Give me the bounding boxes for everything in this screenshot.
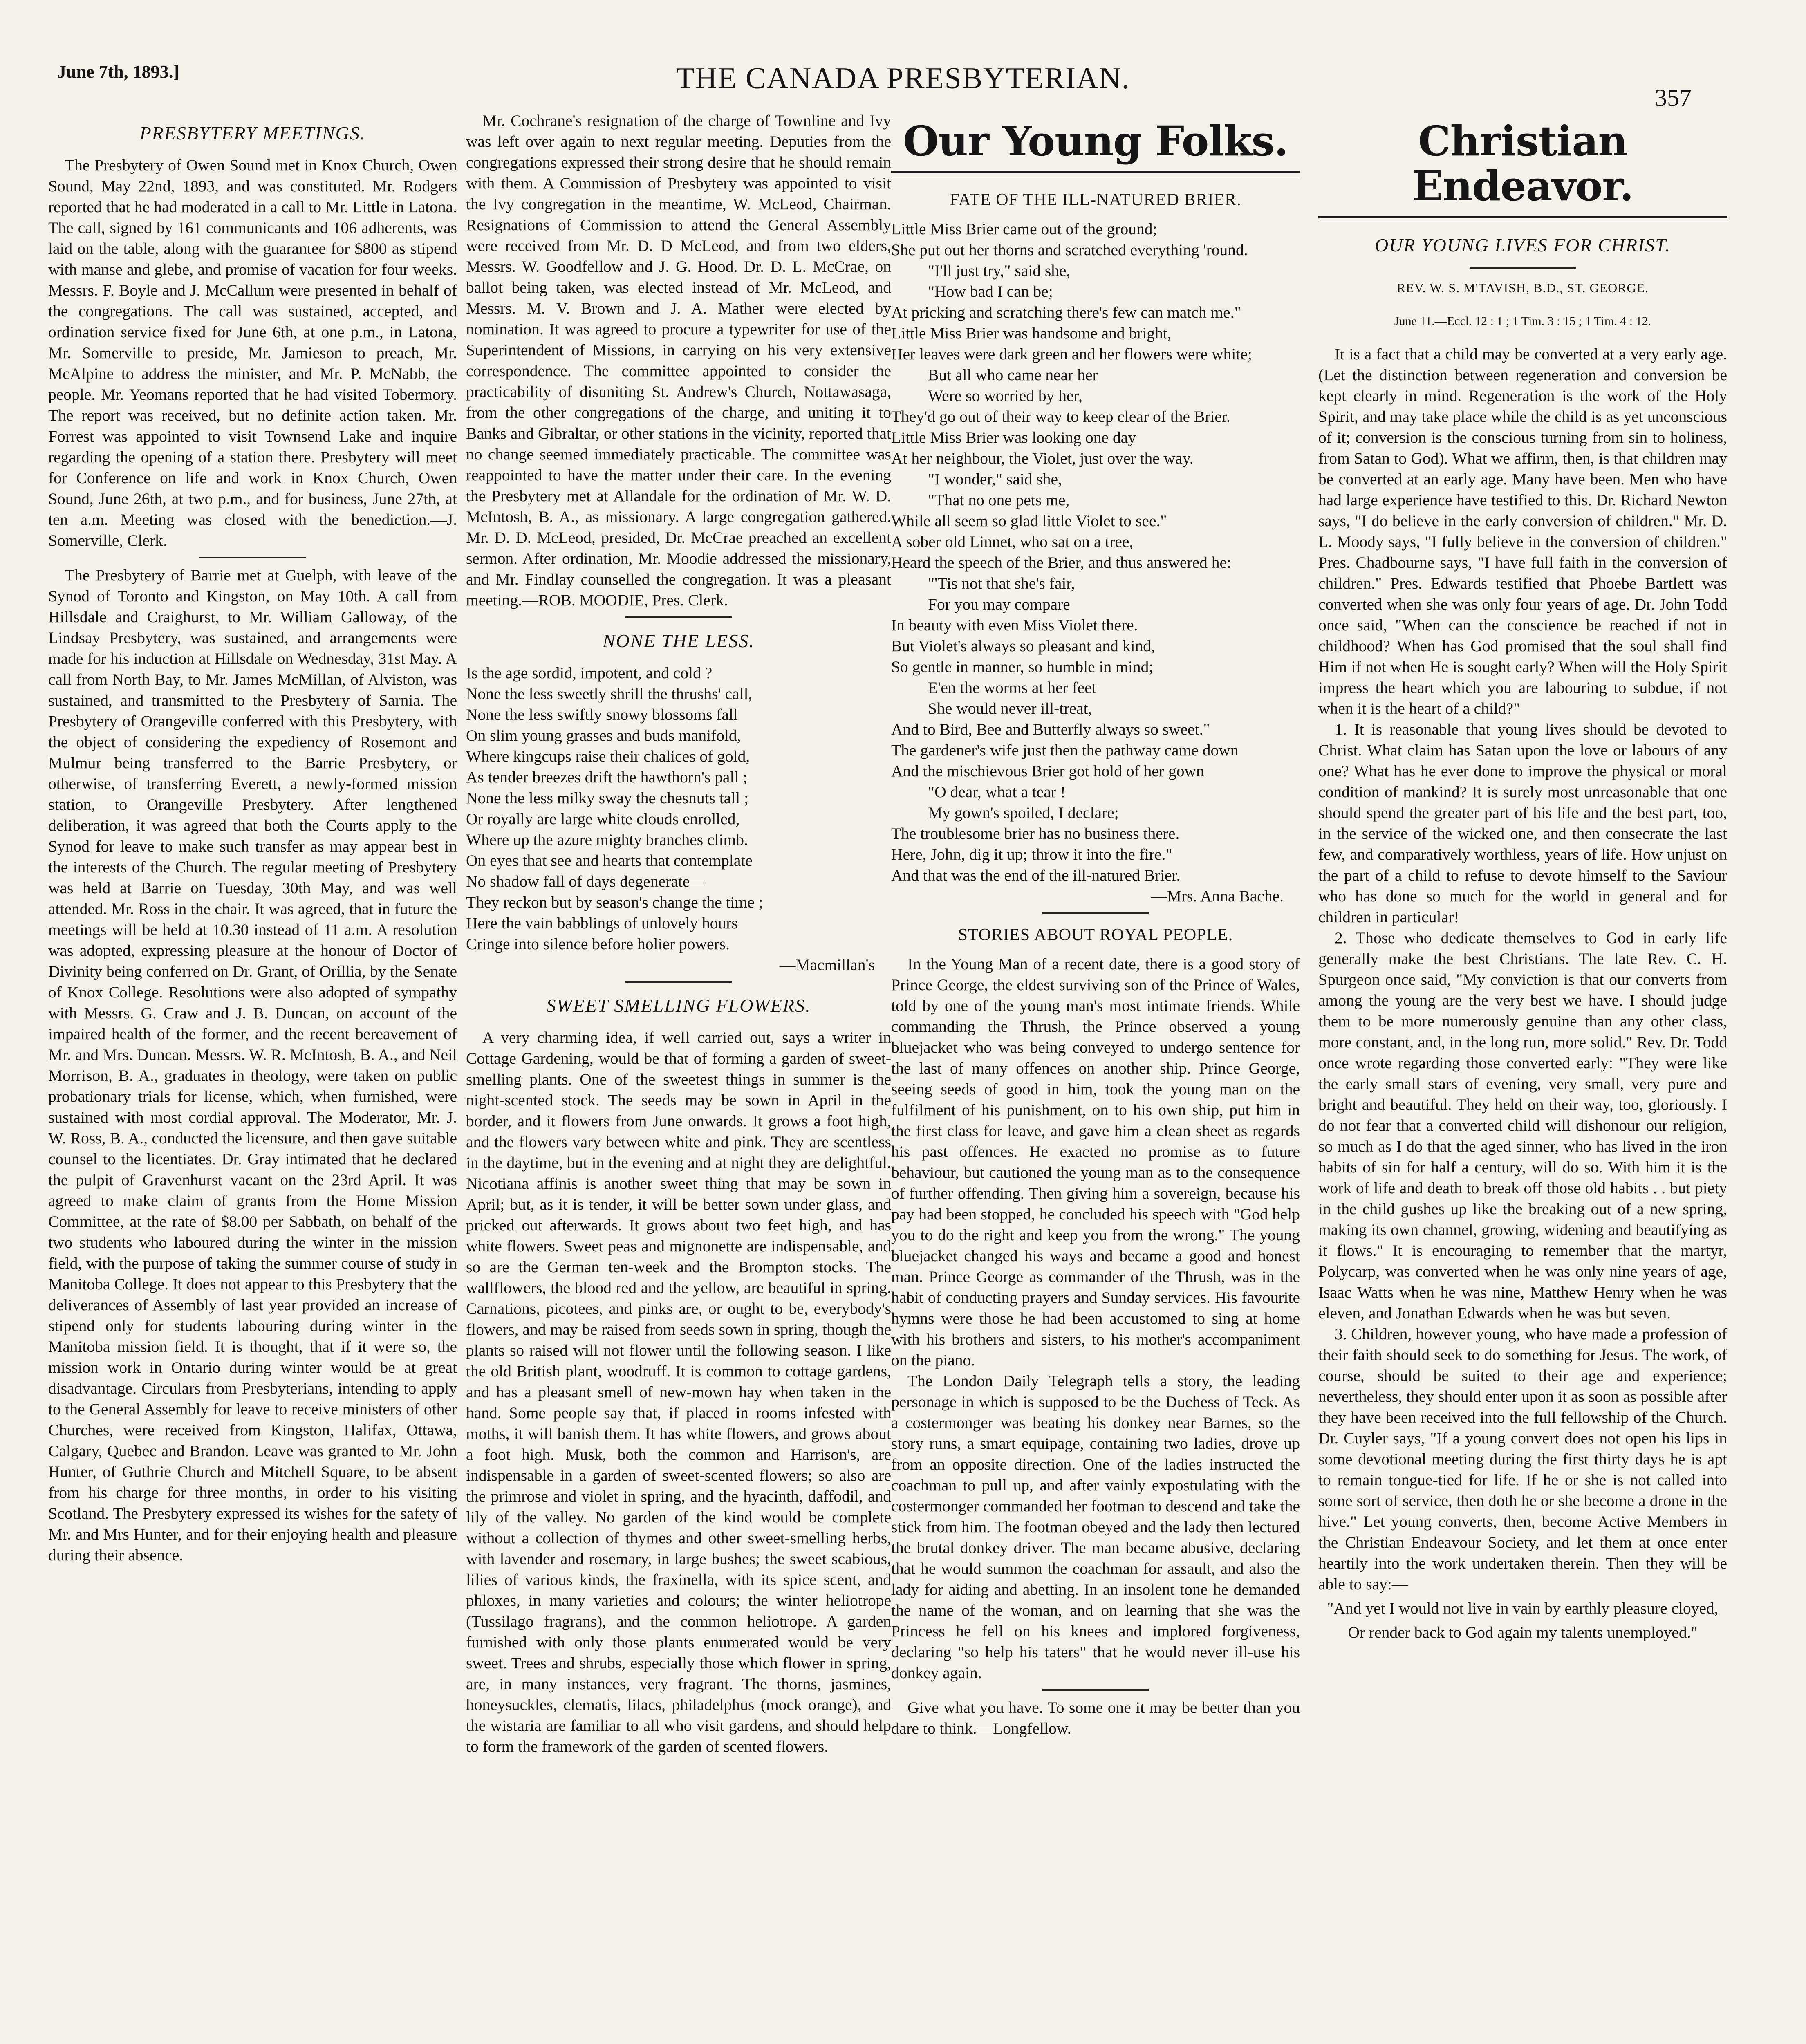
poem-line: At pricking and scratching there's few can match me." [891,303,1241,321]
poem-line: "O dear, what a tear ! [928,783,1066,801]
poem-line: Where kingcups raise their chalices of gold, [466,747,750,765]
poem-line: "I wonder," said she, [928,470,1062,488]
masthead-rule [891,171,1300,177]
poem-source: —Macmillan's [779,956,875,974]
poem-line: "That no one pets me, [928,491,1070,509]
poem-line: They reckon but by season's change the time ; [466,893,763,911]
poem-line: As tender breezes drift the hawthorn's pall ; [466,768,748,786]
column-2 [466,110,891,2044]
poem-line: For you may compare [928,595,1070,613]
royal-story-duchess: The London Daily Telegraph tells a story, the leading personage in which is supposed to be the Duchess of Teck. As a costermonger was beating his donkey near Barnes, so the story runs, a smart equipage, containing two ladies, drove up from an opposite direction. One of the ladies instructed the coachman to pull up, and after vainly expostulating with the costermonger commanded her footman to descend and take the stick from him. The footman obeyed and the lady then lectured the brutal donkey driver. The man became abusive, declaring that he would summon the coachman for assault, and also the lady for aiding and abetting. In an insolent tone he demanded the name of the woman, and on learning that she was the Princess he fell on his knees and implored forgiveness, declaring "so help his taters" that he would never ill-use his donkey again. [891,1372,1300,1682]
poem-line: Here, John, dig it up; throw it into the fire." [891,845,1172,863]
issue-date: June 7th, 1893.] [57,62,179,82]
presbytery-continued: Mr. Cochrane's resignation of the charge of Townline and Ivy was left over again to next regular meeting. Deputies from the congregations expressed their strong desire that he should remain with them. A Commission of Presbytery was appointed to visit the Ivy congregation in the meantime, W. McLeod, Chairman. Resignations of Commission to attend the General Assembly were received from Mr. D. D McLeod, and from two elders, Messrs. W. Goodfellow and J. G. Hood. Dr. D. L. McCrae, on ballot being taken, was elected instead of Mr. McLeod, and Messrs. M. V. Brown and J. A. Mather were elected by nomination. It was agreed to procure a typewriter for use of the Superintendent of Missions, in carrying on his very extensive correspondence. The committee appointed to consider the practicability of disuniting St. Andrew's Church, Nottawasaga, from the other congregations of the charge, and uniting it to Banks and Gibraltar, or other stations in the vicinity, reported that no change seemed immediately practicable. The committee was reappointed to have the matter under their care. In the evening the Presbytery met at Allandale for the ordination of Mr. W. D. McIntosh, B. A., as missionary. A large congregation gathered. Mr. D. D. McLeod, presided, Dr. McCrae preached an excellent sermon. After ordination, Mr. Moodie addressed the missionary, and Mr. Findlay counselled the congregation. It was a pleasant meeting.—ROB. MOODIE, Pres. Clerk. [466,112,891,609]
endeavor-masthead: Christian Endeavor. [1412,117,1633,210]
longfellow-quote: Give what you have. To some one it may be better than you dare to think.—Longfellow. [891,1699,1300,1737]
masthead-rule [1318,216,1727,222]
poem-line: On slim young grasses and buds manifold, [466,726,741,744]
poem-line: Heard the speech of the Brier, and thus answered he: [891,554,1231,572]
poem-line: Little Miss Brier was looking one day [891,428,1136,446]
poem-line: A sober old Linnet, who sat on a tree, [891,533,1134,551]
brier-poem [891,219,1300,907]
divider [1042,1689,1149,1691]
poem-line: Is the age sordid, impotent, and cold ? [466,664,713,682]
none-the-less-poem [466,663,891,975]
poem-line: Her leaves were dark green and her flowers were white; [891,345,1252,363]
poem-line: None the less milky sway the chesnuts tall ; [466,789,749,807]
poem-line: On eyes that see and hearts that contemplate [466,852,753,870]
poem-line: So gentle in manner, so humble in mind; [891,658,1154,676]
poem-line: They'd go out of their way to keep clear of the Brier. [891,408,1230,426]
poem-author: —Mrs. Anna Bache. [1151,887,1284,905]
poem-line: The gardener's wife just then the pathway came down [891,741,1239,759]
poem-line: Cringe into silence before holier powers. [466,935,730,953]
page-number: 357 [1655,84,1692,111]
newspaper-title: THE CANADA PRESBYTERIAN. [676,62,1130,95]
divider [625,616,732,618]
poem-line: In beauty with even Miss Violet there. [891,616,1138,634]
young-folks-masthead: Our Young Folks. [903,117,1288,165]
poem-line: She put out her thorns and scratched everything 'round. [891,241,1248,259]
endeavor-heading: OUR YOUNG LIVES FOR CHRIST. [1375,235,1671,256]
poem-line: Where up the azure mighty branches climb. [466,831,748,849]
article-author: REV. W. S. M'TAVISH, B.D., ST. GEORGE. [1396,280,1649,295]
poem-line: While all seem so glad little Violet to see." [891,512,1167,530]
royal-heading: STORIES ABOUT ROYAL PEOPLE. [958,926,1233,944]
flowers-heading: SWEET SMELLING FLOWERS. [546,995,811,1016]
poem-line: But Violet's always so pleasant and kind, [891,637,1155,655]
royal-story-prince: In the Young Man of a recent date, there is a good story of Prince George, the eldest surviving son of the Prince of Wales, told by one of the young man's most intimate friends. While commanding the Thrush, the Prince observed a young bluejacket who was being conveyed to undergo sentence for the last of many offences on another ship. Prince George, seeing seeds of good in him, took the young man on the fulfilment of his punishment, on to his own ship, put him in the first class for leave, and gave him a clean sheet as regards his past offences. He exacted no promise as to future behaviour, but cautioned the young man as to the consequence of further offending. Then giving him a sovereign, because his pay had been stopped, he concluded his speech with "God help you to do the right and keep you from the wrong." The young bluejacket changed his ways and became a good and honest man. Prince George as commander of the Thrush, was in the habit of conducting prayers and Sunday services. His favourite hymns were those he had been accustomed to sing at home with his brothers and sisters, to his mother's accompaniment on the piano. [891,955,1300,1369]
poem-line: She would never ill-treat, [928,699,1092,717]
poem-line: And that was the end of the ill-natured Brier. [891,866,1181,884]
endeavor-point-3: 3. Children, however young, who have made a profession of their faith should seek to do something for Jesus. The work, of course, should be suited to their age and experience; nevertheless, they should enter upon it as soon as possible after they have been received into the full fellowship of the Church. Dr. Cuyler says, "If a young convert does not open his lips in some devotional meeting during the first thirty days he is apt to remain tongue-tied for life. If he or she is not called into some sort of service, then doth he or she become a drone in the hive." Let young converts, then, become Active Members in the Christian Endeavour Society, and let them at once enter heartily into the work undertaken therein. Then they will be able to say:— [1318,1325,1727,1593]
divider [1042,912,1149,914]
poem-line: At her neighbour, the Violet, just over the way. [891,449,1194,467]
brier-heading: FATE OF THE ILL-NATURED BRIER. [950,191,1241,209]
closing-verse-line: Or render back to God again my talents unemployed." [1348,1623,1698,1641]
poem-line: No shadow fall of days degenerate— [466,872,706,890]
none-the-less-heading: NONE THE LESS. [603,630,755,651]
poem-line: Were so worried by her, [928,387,1083,405]
poem-line: Or royally are large white clouds enrolled, [466,810,740,828]
presbytery-owen-sound: The Presbytery of Owen Sound met in Knox Church, Owen Sound, May 22nd, 1893, and was constituted. Mr. Rodgers reported that he had moderated in a call to Mr. Little in Latona. The call, signed by 161 communicants and 106 adherents, was laid on the table, along with the guarantee for $800 as stipend with manse and glebe, and promise of vacation for four weeks. Messrs. F. Boyle and J. McCallum were presented in behalf of the congregations. The call was sustained, accepted, and ordination service fixed for June 6th, at one p.m., in Latona, Mr. Somerville to preside, Mr. Jamieson to preach, Mr. McAlpine to address the minister, and Mr. P. McNabb, the people. Mr. Yeomans reported that he had visited Tobermory. The report was received, but no definite action taken. Mr. Forrest was appointed to visit Townsend Lake and inquire regarding the opening of a station there. Presbytery will meet for Conference on life and work in Knox Church, Owen Sound, June 26th, at two p.m., and for business, June 27th, at ten a.m. Meeting was closed with the benediction.—J. Somerville, Clerk. [48,156,457,549]
column-3 [891,110,1300,2044]
presbytery-heading: PRESBYTERY MEETINGS. [139,123,366,143]
endeavor-point-1: 1. It is reasonable that young lives should be devoted to Christ. What claim has Satan upon the love or labours of any one? What has he ever done to improve the physical or moral condition of mankind? It is surely most unreasonable that one should spend the greater part of his life and the best part, too, in the service of the wicked one, and then consecrate the last few, and comparatively worthless, years of life. How unjust on the part of a child to refuse to devote himself to the Saviour who has done so much for the world in general and for children in particular! [1318,720,1727,926]
poem-line: But all who came near her [928,366,1098,384]
poem-line: And to Bird, Bee and Butterfly always so sweet." [891,720,1210,738]
divider [1470,267,1576,269]
poem-line: And the mischievous Brier got hold of her gown [891,762,1204,780]
endeavor-point-2: 2. Those who dedicate themselves to God in early life generally make the best Christians. The late Rev. C. H. Spurgeon once said, "My conviction is that our converts from among the young are the very best we have. I should judge them to be more numerously genuine than any other class, more constant, and, in the long run, more solid." Rev. Dr. Todd once wrote regarding those converted early: "They were like the early small stars of evening, very small, very pure and bright and beautiful. They held on their way, too, gloriously. I do not fear that a converted child will dishonour our religion, so much as I do that the aged sinner, who has lived in the iron habits of sin for half a century, will do so. With him it is the work of life and death to break off those old habits . . but piety in the child gushes up like the breaking out of a new spring, making its own channel, growing, widening and beautifying as it flows." It is encouraging to remember that the martyr, Polycarp, was converted when he was only nine years of age, Isaac Watts when he was nine, Matthew Henry when he was eleven, and Jonathan Edwards when he was but seven. [1318,929,1727,1322]
presbytery-barrie: The Presbytery of Barrie met at Guelph, with leave of the Synod of Toronto and Kingston, on May 10th. A call from Hillsdale and Craighurst, to Mr. William Galloway, of the Lindsay Presbytery, was sustained, and arrangements were made for his induction at Hillsdale on Wednesday, 31st May. A call from North Bay, to Mr. James McMillan, of Alviston, was sustained, and transmitted to the Presbytery of Sarnia. The Presbytery of Orangeville conferred with this Presbytery, with the object of considering the expediency of Rosemont and Mulmur being transferred to the Barrie Presbytery, or otherwise, of transferring Everett, a newly-formed mission station, to Orangeville Presbytery. After lengthened deliberation, it was agreed that both the Courts apply to the Synod for leave to make such transfer as may appear best in the interests of the Church. The regular meeting of Presbytery was held at Barrie on Tuesday, 30th May, and was well attended. Mr. Ross in the chair. It was agreed, that in future the meetings will be held at 10.30 instead of 11 a.m. A resolution was adopted, expressing pleasure at the honour of Doctor of Divinity being conferred on Dr. Grant, of Orillia, by the Senate of Knox College. Resolutions were also adopted of sympathy with Messrs. G. Craw and J. B. Duncan, on account of the impaired health of the former, and the recent bereavement of Mr. and Mrs. Duncan. Messrs. W. R. McIntosh, B. A., and Neil Morrison, B. A., graduates in theology, were taken on public probationary trials for license, which, when furnished, were sustained with most cordial approval. The Moderator, Mr. J. W. Ross, B. A., conducted the licensure, and then gave suitable counsel to the licentiates. Dr. Gray intimated that he declared the pulpit of Gravenhurst vacant on the 23rd April. It was agreed to make claim of grants from the Home Mission Committee, at the rate of $8.00 per Sabbath, on behalf of the two students who laboured during the winter in the mission field, with the purpose of taking the summer course of study in Manitoba College. It does not appear to this Presbytery that the deliverances of Assembly of last year provided an increase of stipend only for students labouring during winter in the Manitoba mission field. It is thought, that if it were so, the mission work in Ontario during winter would be at great disadvantage. Circulars from Presbyterians, intending to apply to the General Assembly for leave to receive ministers of other Churches, were received from Kingston, Halifax, Ottawa, Calgary, Quebec and Brandon. Leave was granted to Mr. John Hunter, of Guthrie Church and Mitchell Square, to be absent from his charge for three months, in order to his visiting Scotland. The Presbytery expressed its wishes for the safety of Mr. and Mrs Hunter, and for their enjoying health and pleasure during their absence. [48,566,457,1564]
column-1 [48,110,457,2044]
poem-line: "I'll just try," said she, [928,262,1071,280]
poem-line: "How bad I can be; [928,282,1053,300]
flowers-article: A very charming idea, if well carried out, says a writer in Cottage Gardening, would be that of forming a garden of sweet-smelling plants. One of the sweetest things in summer is the night-scented stock. The seeds may be sown in April in the border, and it flowers from June onwards. It grows a foot high, and the flowers vary between white and pink. They are scentless in the daytime, but in the evening and at night they are delightful. Nicotiana affinis is another sweet thing that may be sown in April; but, as it is tender, it will be better sown under glass, and pricked out afterwards. It grows about two feet high, and has white flowers. Sweet peas and mignonette are indispensable, and so are the German ten-week and the Brompton stocks. The wallflowers, the blood red and the yellow, are beautiful in spring. Carnations, picotees, and pinks are, or ought to be, everybody's flowers, and may be raised from seeds sown in spring, though the plants so raised will not flower until the following season. I like the old British plant, woodruff. It is common to cottage gardens, and has a pleasant smell of new-mown hay when taken in the hand. Some people say that, if placed in rooms infested with moths, it will banish them. It has white flowers, and grows about a foot high. Musk, both the common and Harrison's, are indispensable in a garden of sweet-scented flowers; so also are the primrose and violet in spring, and the hyacinth, daffodil, and lily of the valley. No garden of the kind would be complete without a collection of thymes and other sweet-smelling herbs, with lavender and rosemary, in large bushes; the sweet scabious, lilies of various kinds, the fraxinella, with its spice scent, and phloxes, in many varieties and colours; the winter heliotrope (Tussilago fragrans), and the common heliotrope. A garden furnished with only those plants enumerated would be very sweet. Trees and shrubs, especially those which flower in spring, are, in many instances, very fragrant. The thorns, jasmines, honeysuckles, clematis, lilacs, philadelphus (mock orange), and the wistaria are familiar to all who visit gardens, and should help to form the framework of the garden of scented flowers. [466,1029,891,1755]
poem-line: Here the vain babblings of unlovely hours [466,914,738,932]
poem-line: None the less swiftly snowy blossoms fall [466,706,738,724]
poem-line: E'en the worms at her feet [928,679,1096,697]
scripture-reference: June 11.—Eccl. 12 : 1 ; 1 Tim. 3 : 15 ; 1 Tim. 4 : 12. [1394,314,1651,328]
poem-line: My gown's spoiled, I declare; [928,804,1119,822]
closing-verse-line: "And yet I would not live in vain by earthly pleasure cloyed, [1327,1599,1719,1617]
divider [625,981,732,983]
poem-line: The troublesome brier has no business there. [891,825,1180,843]
poem-line: "'Tis not that she's fair, [928,574,1075,592]
divider [199,557,306,558]
poem-line: Little Miss Brier was handsome and bright, [891,324,1172,342]
column-4 [1318,110,1727,2044]
endeavor-intro: It is a fact that a child may be converted at a very early age. (Let the distinction between regeneration and conversion be kept clearly in mind. Regeneration is the work of the Holy Spirit, and may take place while the child is as yet unconscious of it; conversion is the conscious turning from sin to holiness, from Satan to God). What we affirm, then, is that children may be converted at an early age. Many have been. Men who have had large experience have testified to this. Dr. Richard Newton says, "I do believe in the early conversion of children." Mr. D. L. Moody says, "I fully believe in the conversion of children." Pres. Chadbourne says, "I have full faith in the conversion of children." Pres. Edwards testified that Phoebe Bartlett was converted when she was only four years of age. Dr. John Todd once said, "When can the conscience be reached if not in childhood? When has God promised that the soul shall find Him if not when He is sought early? When will the Holy Spirit impress the heart which you are labouring to subdue, if not when it is the heart of a child?" [1318,345,1727,717]
poem-line: None the less sweetly shrill the thrushs' call, [466,685,753,703]
poem-line: Little Miss Brier came out of the ground; [891,220,1157,238]
